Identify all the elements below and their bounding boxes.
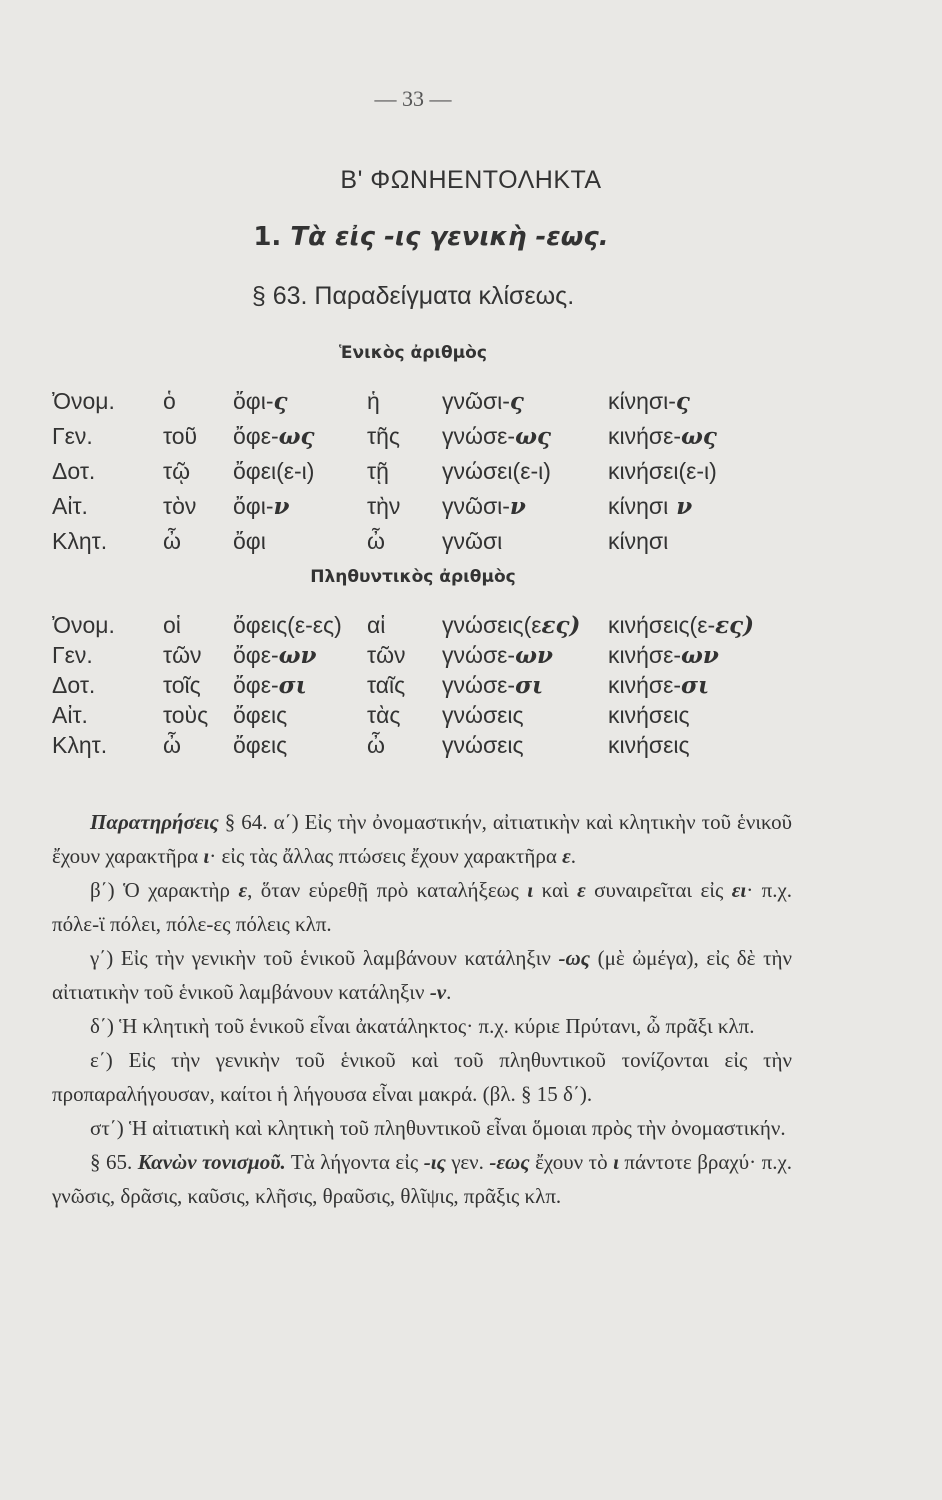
article: οἱ (163, 612, 181, 638)
article: αἱ (367, 612, 386, 638)
article: τοῖς (163, 672, 201, 698)
article: τὴν (367, 493, 401, 519)
article: τῆς (367, 423, 400, 449)
word-form-kinesis: κινήσε-ων (608, 642, 719, 669)
word-form-gnosis: γνῶσι-ς (442, 388, 524, 415)
word-form-gnosis: γνώσεις (442, 732, 524, 758)
note-paragraph: δ΄) Ἡ κλητικὴ τοῦ ἑνικοῦ εἶναι ἀκατάληκτος· π.χ. κύριε Πρύτανι, ὦ πρᾶξι κλπ. (90, 1014, 755, 1038)
article: ταῖς (367, 672, 406, 698)
word-form-gnosis: γνώσει(ε-ι) (442, 458, 551, 484)
article: ὦ (163, 732, 181, 758)
notes-label: Παρατηρήσεις (90, 810, 219, 834)
word-form-ophis: ὄφε-ως (233, 423, 315, 450)
article: ὁ (163, 388, 176, 414)
word-form-ophis: ὄφεις (233, 702, 288, 728)
case-label: Γεν. (52, 642, 93, 668)
note-paragraph: ε΄) Εἰς τὴν γενικὴν τοῦ ἑνικοῦ καὶ τοῦ πληθυντικοῦ τονίζονται εἰς τὴν προπαραλήγουσαν, καίτοι ἡ λήγουσα εἶναι μακρά. (βλ. § 15 δ΄). (52, 1048, 792, 1106)
article: τὸν (163, 493, 197, 519)
word-form-kinesis: κινήσει(ε-ι) (608, 458, 717, 484)
word-form-kinesis: κινήσε-σι (608, 672, 710, 699)
word-form-kinesis: κίνησι ν (608, 493, 693, 520)
plural-label: Πληθυντικὸς ἀριθμὸς (310, 567, 516, 587)
word-form-ophis: ὄφεις(ε-ες) (233, 612, 342, 638)
article: τῷ (163, 458, 191, 484)
word-form-gnosis: γνώσεις(εες) (442, 612, 581, 639)
case-label: Αἰτ. (52, 702, 88, 728)
word-form-gnosis: γνώσεις (442, 702, 524, 728)
article: τοῦ (163, 423, 198, 449)
word-form-gnosis: γνώσε-ως (442, 423, 551, 450)
notes-block (52, 805, 792, 1213)
case-label: Κλητ. (52, 528, 108, 554)
article: τῶν (163, 642, 202, 668)
article: τὰς (367, 702, 401, 728)
singular-label: Ἑνικὸς ἀριθμὸς (339, 343, 487, 363)
note-paragraph: β΄) Ὁ χαρακτὴρ ε, ὅταν εὑρεθῇ πρὸ καταλήξεως ι καὶ ε συναιρεῖται εἰς ει· π.χ. πόλε-ϊ πόλει, πόλε-ες πόλεις κλπ. (52, 878, 793, 936)
section-title (0, 282, 826, 311)
page-number: — 33 — (374, 86, 452, 111)
word-form-kinesis: κίνησι (608, 528, 669, 554)
article: τοὺς (163, 702, 209, 728)
word-form-gnosis: γνῶσι-ν (442, 493, 526, 520)
section-title-text: Παραδείγματα κλίσεως. (314, 282, 575, 310)
case-label: Ὀνομ. (52, 612, 115, 638)
case-label: Αἰτ. (52, 493, 88, 519)
word-form-ophis: ὄφι (233, 528, 266, 554)
case-label: Δοτ. (52, 672, 96, 698)
word-form-kinesis: κινήσεις (608, 702, 690, 728)
subheading-text: Τὰ εἰς -ις γενικὴ -εως. (290, 222, 609, 252)
case-label: Ὀνομ. (52, 388, 115, 414)
word-form-ophis: ὄφι-ν (233, 493, 290, 520)
subheading-number: 1. (253, 222, 282, 252)
word-form-kinesis: κίνησι-ς (608, 388, 690, 415)
chapter-heading: B' ΦΩΝΗΕΝΤΟΛΗΚΤΑ (340, 166, 602, 194)
word-form-ophis: ὄφεις (233, 732, 288, 758)
article: ὦ (367, 732, 385, 758)
word-form-ophis: ὄφε-ων (233, 642, 317, 669)
note-paragraph: Παρατηρήσεις § 64. α΄) Εἰς τὴν ὀνομαστικήν, αἰτιατικὴν καὶ κλητικὴν τοῦ ἑνικοῦ ἔχουν χαρακτῆρα ι· εἰς τὰς ἄλλας πτώσεις ἔχουν χαρακτῆρα ε. (52, 810, 792, 868)
article: τῇ (367, 458, 389, 484)
section-mark: § 63. (251, 282, 308, 310)
rule-label: Κανὼν τονισμοῦ. (137, 1150, 286, 1174)
word-form-gnosis: γνώσε-σι (442, 672, 544, 699)
article: ἡ (367, 388, 380, 414)
case-label: Γεν. (52, 423, 93, 449)
word-form-gnosis: γνώσε-ων (442, 642, 553, 669)
article: ὦ (163, 528, 181, 554)
article: τῶν (367, 642, 406, 668)
word-form-gnosis: γνῶσι (442, 528, 503, 554)
word-form-ophis: ὄφει(ε-ι) (233, 458, 315, 484)
section-subheading (0, 222, 862, 252)
note-paragraph: γ΄) Εἰς τὴν γενικὴν τοῦ ἑνικοῦ λαμβάνουν κατάληξιν -ως (μὲ ὠμέγα), εἰς δὲ τὴν αἰτιατικὴν τοῦ ἑνικοῦ λαμβάνουν κατάληξιν -ν. (52, 946, 793, 1004)
word-form-ophis: ὄφι-ς (233, 388, 288, 415)
case-label: Δοτ. (52, 458, 96, 484)
case-label: Κλητ. (52, 732, 108, 758)
rule-paragraph: § 65. Κανὼν τονισμοῦ. Τὰ λήγοντα εἰς -ις γεν. -εως ἔχουν τὸ ι πάντοτε βραχύ· π.χ. γνῶσις, δρᾶσις, καῦσις, κλῆσις, θραῦσις, θλῖψις, πρᾶξις κλπ. (52, 1150, 793, 1208)
word-form-ophis: ὄφε-σι (233, 672, 307, 699)
note-paragraph: στ΄) Ἡ αἰτιατικὴ καὶ κλητικὴ τοῦ πληθυντικοῦ εἶναι ὅμοιαι πρὸς τὴν ὀνομαστικήν. (90, 1116, 786, 1140)
word-form-kinesis: κινήσε-ως (608, 423, 717, 450)
article: ὦ (367, 528, 385, 554)
word-form-kinesis: κινήσεις(ε-ες) (608, 612, 754, 639)
word-form-kinesis: κινήσεις (608, 732, 690, 758)
